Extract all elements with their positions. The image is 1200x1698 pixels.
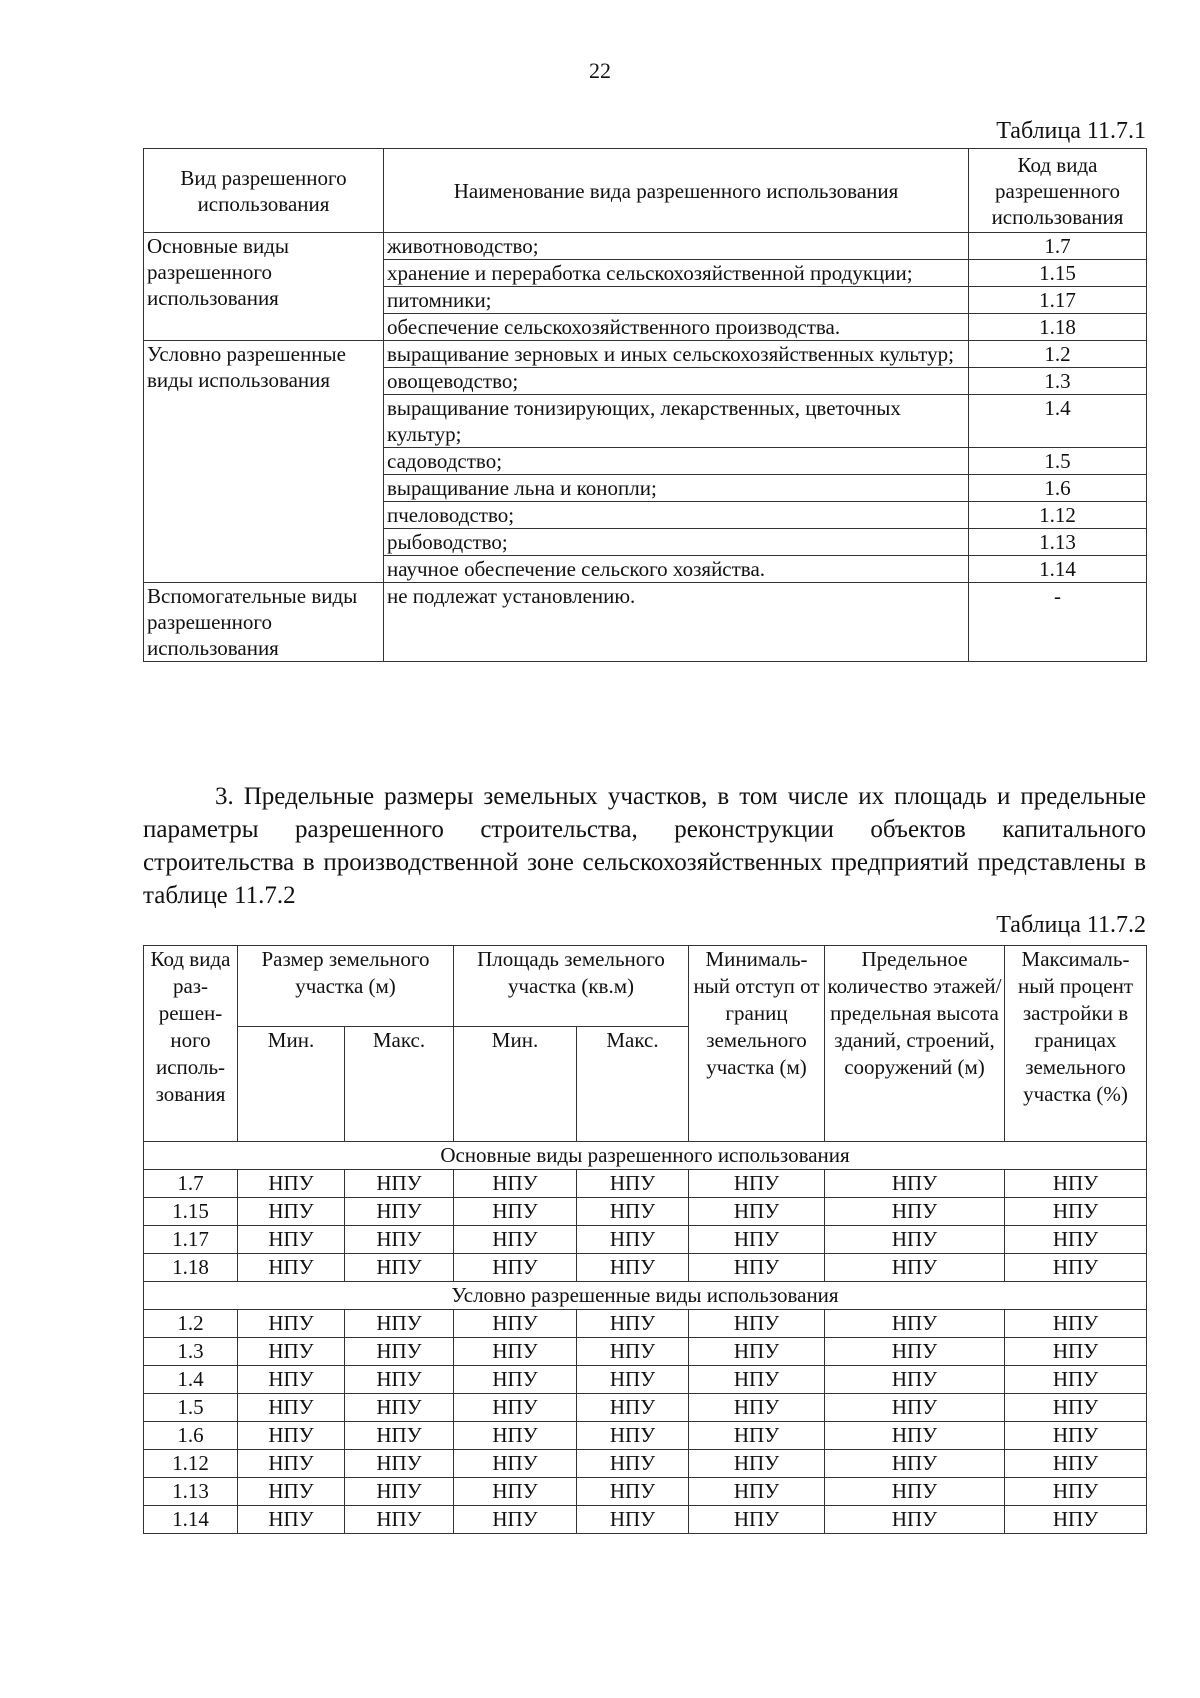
use-name-cell: хранение и переработка сельскохозяйственной продукции; bbox=[384, 260, 969, 287]
section-row bbox=[144, 1282, 1147, 1310]
table-row bbox=[144, 1226, 1147, 1254]
value-cell: НПУ bbox=[577, 1366, 689, 1394]
section-row bbox=[144, 1142, 1147, 1170]
header-size-min: Мин. bbox=[238, 1027, 345, 1142]
group-label: Условно разрешенные виды использования bbox=[144, 341, 384, 583]
use-code-cell: 1.14 bbox=[969, 556, 1147, 583]
row-code-cell: 1.6 bbox=[144, 1422, 238, 1450]
use-name-cell: животноводство; bbox=[384, 233, 969, 260]
value-cell: НПУ bbox=[345, 1198, 454, 1226]
table-row bbox=[144, 1254, 1147, 1282]
value-cell: НПУ bbox=[238, 1226, 345, 1254]
use-code-cell: 1.4 bbox=[969, 395, 1147, 448]
value-cell: НПУ bbox=[577, 1422, 689, 1450]
value-cell: НПУ bbox=[825, 1254, 1005, 1282]
value-cell: НПУ bbox=[825, 1338, 1005, 1366]
use-code-cell: 1.18 bbox=[969, 314, 1147, 341]
table1-caption: Таблица 11.7.1 bbox=[996, 118, 1146, 144]
header-name: Наименование вида разрешенного использования bbox=[384, 149, 969, 233]
use-name-cell: не подлежат установлению. bbox=[384, 583, 969, 662]
value-cell: НПУ bbox=[689, 1394, 825, 1422]
value-cell: НПУ bbox=[454, 1394, 577, 1422]
value-cell: НПУ bbox=[577, 1506, 689, 1534]
value-cell: НПУ bbox=[345, 1394, 454, 1422]
header-floors: Предельное количество этажей/ предельная высота зданий, строений, сооружений (м) bbox=[825, 946, 1005, 1142]
table-row bbox=[144, 1394, 1147, 1422]
value-cell: НПУ bbox=[1005, 1338, 1147, 1366]
table2-body bbox=[144, 1142, 1147, 1534]
value-cell: НПУ bbox=[345, 1450, 454, 1478]
use-name-cell: обеспечение сельскохозяйственного производства. bbox=[384, 314, 969, 341]
table-row bbox=[144, 583, 1147, 662]
header-code: Код вида раз-решен-ного исполь-зования bbox=[144, 946, 238, 1142]
value-cell: НПУ bbox=[345, 1422, 454, 1450]
value-cell: НПУ bbox=[454, 1478, 577, 1506]
value-cell: НПУ bbox=[345, 1226, 454, 1254]
value-cell: НПУ bbox=[577, 1450, 689, 1478]
header-area-max: Макс. bbox=[577, 1027, 689, 1142]
use-code-cell: 1.12 bbox=[969, 502, 1147, 529]
value-cell: НПУ bbox=[238, 1422, 345, 1450]
value-cell: НПУ bbox=[689, 1198, 825, 1226]
value-cell: НПУ bbox=[454, 1450, 577, 1478]
value-cell: НПУ bbox=[345, 1254, 454, 1282]
value-cell: НПУ bbox=[345, 1478, 454, 1506]
table2-caption: Таблица 11.7.2 bbox=[996, 912, 1146, 938]
value-cell: НПУ bbox=[577, 1338, 689, 1366]
table-row bbox=[144, 1366, 1147, 1394]
value-cell: НПУ bbox=[825, 1366, 1005, 1394]
use-code-cell: 1.15 bbox=[969, 260, 1147, 287]
value-cell: НПУ bbox=[577, 1198, 689, 1226]
header-coverage: Максималь-ный процент застройки в границах земельного участка (%) bbox=[1005, 946, 1147, 1142]
header-plot-size: Размер земельного участка (м) bbox=[238, 946, 454, 1027]
value-cell: НПУ bbox=[345, 1366, 454, 1394]
value-cell: НПУ bbox=[825, 1422, 1005, 1450]
value-cell: НПУ bbox=[1005, 1394, 1147, 1422]
value-cell: НПУ bbox=[454, 1366, 577, 1394]
value-cell: НПУ bbox=[1005, 1478, 1147, 1506]
table-permitted-uses bbox=[143, 148, 1147, 662]
use-code-cell: 1.6 bbox=[969, 475, 1147, 502]
use-name-cell: научное обеспечение сельского хозяйства. bbox=[384, 556, 969, 583]
group-label: Основные виды разрешенного использования bbox=[144, 233, 384, 341]
value-cell: НПУ bbox=[454, 1310, 577, 1338]
value-cell: НПУ bbox=[1005, 1198, 1147, 1226]
value-cell: НПУ bbox=[825, 1198, 1005, 1226]
value-cell: НПУ bbox=[825, 1394, 1005, 1422]
table-row bbox=[144, 233, 1147, 260]
row-code-cell: 1.18 bbox=[144, 1254, 238, 1282]
value-cell: НПУ bbox=[238, 1198, 345, 1226]
value-cell: НПУ bbox=[238, 1478, 345, 1506]
value-cell: НПУ bbox=[1005, 1310, 1147, 1338]
section-title: Основные виды разрешенного использования bbox=[144, 1142, 1147, 1170]
value-cell: НПУ bbox=[1005, 1226, 1147, 1254]
value-cell: НПУ bbox=[689, 1478, 825, 1506]
value-cell: НПУ bbox=[238, 1506, 345, 1534]
use-code-cell: 1.17 bbox=[969, 287, 1147, 314]
value-cell: НПУ bbox=[825, 1450, 1005, 1478]
table-row bbox=[144, 1422, 1147, 1450]
value-cell: НПУ bbox=[689, 1366, 825, 1394]
use-name-cell: выращивание льна и конопли; bbox=[384, 475, 969, 502]
value-cell: НПУ bbox=[825, 1310, 1005, 1338]
row-code-cell: 1.17 bbox=[144, 1226, 238, 1254]
table1-body bbox=[144, 233, 1147, 662]
header-area-min: Мин. bbox=[454, 1027, 577, 1142]
use-name-cell: садоводство; bbox=[384, 448, 969, 475]
value-cell: НПУ bbox=[689, 1310, 825, 1338]
value-cell: НПУ bbox=[1005, 1254, 1147, 1282]
table-row bbox=[144, 1478, 1147, 1506]
value-cell: НПУ bbox=[454, 1338, 577, 1366]
value-cell: НПУ bbox=[1005, 1170, 1147, 1198]
value-cell: НПУ bbox=[825, 1506, 1005, 1534]
value-cell: НПУ bbox=[689, 1254, 825, 1282]
header-code: Код вида разрешенного использования bbox=[969, 149, 1147, 233]
use-code-cell: - bbox=[969, 583, 1147, 662]
value-cell: НПУ bbox=[689, 1170, 825, 1198]
value-cell: НПУ bbox=[345, 1310, 454, 1338]
value-cell: НПУ bbox=[238, 1254, 345, 1282]
value-cell: НПУ bbox=[238, 1366, 345, 1394]
value-cell: НПУ bbox=[238, 1338, 345, 1366]
table-row bbox=[144, 1310, 1147, 1338]
value-cell: НПУ bbox=[454, 1170, 577, 1198]
value-cell: НПУ bbox=[577, 1478, 689, 1506]
row-code-cell: 1.3 bbox=[144, 1338, 238, 1366]
header-plot-area: Площадь земельного участка (кв.м) bbox=[454, 946, 689, 1027]
value-cell: НПУ bbox=[1005, 1506, 1147, 1534]
header-setback: Минималь-ный отступ от границ земельного участка (м) bbox=[689, 946, 825, 1142]
use-code-cell: 1.5 bbox=[969, 448, 1147, 475]
row-code-cell: 1.5 bbox=[144, 1394, 238, 1422]
use-name-cell: рыбоводство; bbox=[384, 529, 969, 556]
value-cell: НПУ bbox=[689, 1506, 825, 1534]
table-row bbox=[144, 341, 1147, 368]
row-code-cell: 1.12 bbox=[144, 1450, 238, 1478]
value-cell: НПУ bbox=[454, 1198, 577, 1226]
table-row bbox=[144, 1170, 1147, 1198]
use-code-cell: 1.2 bbox=[969, 341, 1147, 368]
page-number: 22 bbox=[589, 58, 611, 83]
value-cell: НПУ bbox=[1005, 1366, 1147, 1394]
value-cell: НПУ bbox=[1005, 1422, 1147, 1450]
use-name-cell: выращивание тонизирующих, лекарственных, цветочных культур; bbox=[384, 395, 969, 448]
row-code-cell: 1.14 bbox=[144, 1506, 238, 1534]
value-cell: НПУ bbox=[577, 1394, 689, 1422]
value-cell: НПУ bbox=[689, 1422, 825, 1450]
row-code-cell: 1.15 bbox=[144, 1198, 238, 1226]
value-cell: НПУ bbox=[825, 1226, 1005, 1254]
value-cell: НПУ bbox=[238, 1310, 345, 1338]
value-cell: НПУ bbox=[454, 1254, 577, 1282]
section-title: Условно разрешенные виды использования bbox=[144, 1282, 1147, 1310]
value-cell: НПУ bbox=[345, 1506, 454, 1534]
value-cell: НПУ bbox=[454, 1226, 577, 1254]
table-plot-parameters bbox=[143, 945, 1147, 1534]
use-name-cell: питомники; bbox=[384, 287, 969, 314]
use-code-cell: 1.7 bbox=[969, 233, 1147, 260]
value-cell: НПУ bbox=[577, 1310, 689, 1338]
value-cell: НПУ bbox=[238, 1170, 345, 1198]
value-cell: НПУ bbox=[345, 1338, 454, 1366]
table-row bbox=[144, 1198, 1147, 1226]
header-size-max: Макс. bbox=[345, 1027, 454, 1142]
value-cell: НПУ bbox=[825, 1170, 1005, 1198]
row-code-cell: 1.4 bbox=[144, 1366, 238, 1394]
row-code-cell: 1.2 bbox=[144, 1310, 238, 1338]
section-paragraph: 3. Предельные размеры земельных участков, в том числе их площадь и предельные параметры разрешенного строительства, реконструкции объектов капитального строительства в производственной зоне сельскохозяйственных предприятий представлены в таблице 11.7.2 bbox=[143, 783, 1146, 909]
value-cell: НПУ bbox=[689, 1450, 825, 1478]
value-cell: НПУ bbox=[689, 1226, 825, 1254]
row-code-cell: 1.7 bbox=[144, 1170, 238, 1198]
value-cell: НПУ bbox=[238, 1450, 345, 1478]
value-cell: НПУ bbox=[689, 1338, 825, 1366]
table-row bbox=[144, 1506, 1147, 1534]
value-cell: НПУ bbox=[577, 1170, 689, 1198]
value-cell: НПУ bbox=[577, 1226, 689, 1254]
use-name-cell: выращивание зерновых и иных сельскохозяйственных культур; bbox=[384, 341, 969, 368]
use-code-cell: 1.3 bbox=[969, 368, 1147, 395]
use-name-cell: овощеводство; bbox=[384, 368, 969, 395]
value-cell: НПУ bbox=[825, 1478, 1005, 1506]
header-kind: Вид разрешенного использования bbox=[144, 149, 384, 233]
value-cell: НПУ bbox=[1005, 1450, 1147, 1478]
row-code-cell: 1.13 bbox=[144, 1478, 238, 1506]
table-row bbox=[144, 1450, 1147, 1478]
value-cell: НПУ bbox=[577, 1254, 689, 1282]
value-cell: НПУ bbox=[238, 1394, 345, 1422]
use-code-cell: 1.13 bbox=[969, 529, 1147, 556]
table-row bbox=[144, 1338, 1147, 1366]
value-cell: НПУ bbox=[345, 1170, 454, 1198]
value-cell: НПУ bbox=[454, 1506, 577, 1534]
use-name-cell: пчеловодство; bbox=[384, 502, 969, 529]
group-label: Вспомогательные виды разрешенного использования bbox=[144, 583, 384, 662]
value-cell: НПУ bbox=[454, 1422, 577, 1450]
